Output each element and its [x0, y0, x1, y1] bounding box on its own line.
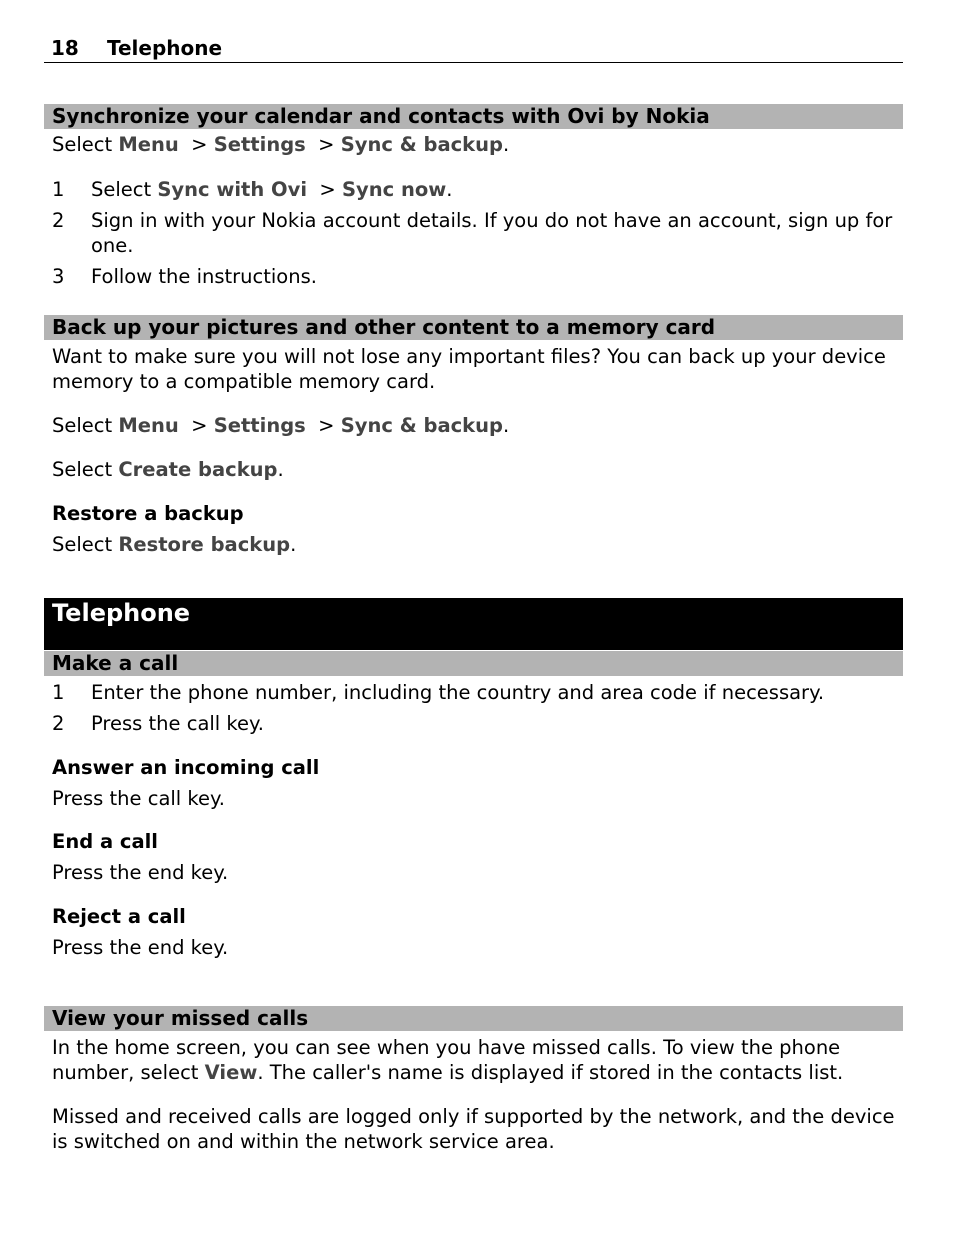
step-number: 3 — [52, 265, 65, 288]
step-prefix: Select — [91, 178, 152, 201]
view-link[interactable]: View — [204, 1061, 258, 1084]
path-prefix: Select — [52, 414, 113, 437]
header-title: Telephone — [107, 36, 223, 60]
create-backup-line: Select Create backup. — [52, 458, 284, 481]
sync-heading: Synchronize your calendar and contacts with Ovi by Nokia — [44, 104, 903, 129]
step-number: 1 — [52, 178, 65, 201]
missed-p1 — [52, 1035, 900, 1085]
backup-path: Select Menu > Settings > Sync & backup. — [52, 414, 510, 437]
page-number: 18 — [51, 36, 79, 60]
step-number: 2 — [52, 209, 65, 232]
missed-p1-tail: . The caller's name is displayed if stored in the contacts list. — [257, 1061, 844, 1084]
reject-text: Press the end key. — [52, 936, 229, 959]
restore-heading: Restore a backup — [52, 502, 244, 525]
reject-heading: Reject a call — [52, 905, 186, 928]
sync-backup-link[interactable]: Sync & backup — [340, 414, 503, 437]
sync-step-3: Follow the instructions. — [91, 265, 317, 288]
missed-p2: Missed and received calls are logged only if supported by the network, and the device is switched on and within the network service area. — [52, 1105, 895, 1153]
create-prefix: Select — [52, 458, 113, 481]
settings-link[interactable]: Settings — [213, 133, 306, 156]
end-heading: End a call — [52, 830, 158, 853]
sync-step-2: Sign in with your Nokia account details. If you do not have an account, sign up for one. — [91, 209, 893, 257]
sync-path: Select Menu > Settings > Sync & backup. — [52, 133, 510, 156]
step-number: 2 — [52, 712, 65, 735]
restore-backup-link[interactable]: Restore backup — [118, 533, 291, 556]
answer-heading: Answer an incoming call — [52, 756, 320, 779]
restore-backup-line: Select Restore backup. — [52, 533, 297, 556]
make-call-heading: Make a call — [44, 651, 903, 676]
chapter-title: Telephone — [44, 598, 903, 650]
missed-p1-text: In the home screen, you can see when you have missed calls. To view the phone number, select — [52, 1036, 841, 1084]
sync-step-1: Select Sync with Ovi > Sync now. — [91, 178, 453, 201]
missed-heading: View your missed calls — [44, 1006, 903, 1031]
sync-now-link[interactable]: Sync now — [341, 178, 447, 201]
settings-link[interactable]: Settings — [213, 414, 306, 437]
end-text: Press the end key. — [52, 861, 229, 884]
create-backup-link[interactable]: Create backup — [118, 458, 278, 481]
sync-backup-link[interactable]: Sync & backup — [340, 133, 503, 156]
page-header — [44, 34, 903, 63]
call-step-2: Press the call key. — [91, 712, 264, 735]
restore-prefix: Select — [52, 533, 113, 556]
sync-with-ovi-link[interactable]: Sync with Ovi — [157, 178, 308, 201]
answer-text: Press the call key. — [52, 787, 225, 810]
menu-link[interactable]: Menu — [118, 414, 179, 437]
step-number: 1 — [52, 681, 65, 704]
backup-intro: Want to make sure you will not lose any important files? You can back up your device memory to a compatible memory card. — [52, 345, 886, 393]
menu-link[interactable]: Menu — [118, 133, 179, 156]
path-prefix: Select — [52, 133, 113, 156]
call-step-1: Enter the phone number, including the country and area code if necessary. — [91, 681, 825, 704]
backup-heading: Back up your pictures and other content to a memory card — [44, 315, 903, 340]
